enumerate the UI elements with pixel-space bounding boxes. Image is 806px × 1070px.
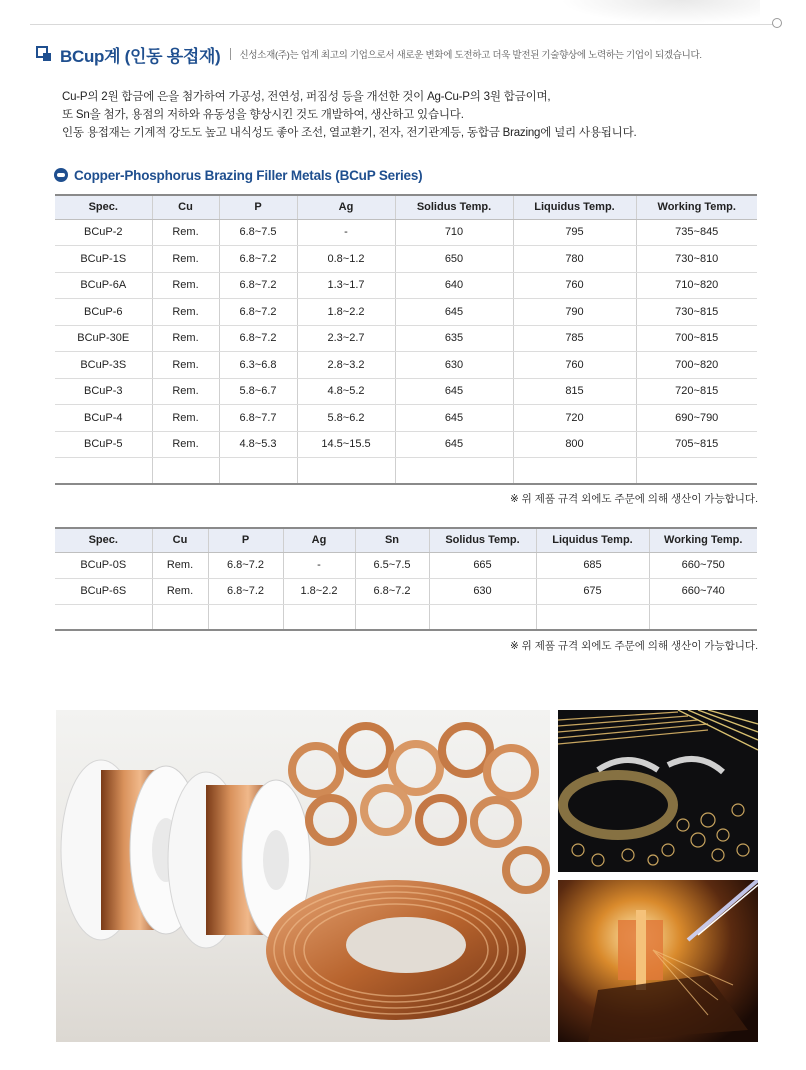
table-cell: 650	[395, 246, 513, 273]
table-cell: BCuP-1S	[55, 246, 152, 273]
table-cell: 705~815	[636, 431, 757, 458]
circle-bullet-icon	[54, 168, 68, 182]
table-row	[55, 405, 757, 432]
table-cell: BCuP-3S	[55, 352, 152, 379]
table-cell: 685	[536, 552, 649, 578]
table-cell: Rem.	[152, 272, 219, 299]
table-cell: 6.5~7.5	[355, 552, 429, 578]
table-cell: Rem.	[152, 219, 219, 246]
table-cell: Rem.	[152, 405, 219, 432]
table-row	[55, 578, 757, 604]
top-decoration	[560, 0, 760, 24]
table-cell: 660~740	[649, 578, 757, 604]
table-cell	[636, 458, 757, 485]
table-cell: -	[297, 219, 395, 246]
column-header: P	[208, 528, 283, 552]
table-cell: BCuP-30E	[55, 325, 152, 352]
table-cell: BCuP-0S	[55, 552, 152, 578]
table-cell	[219, 458, 297, 485]
table-cell: BCuP-4	[55, 405, 152, 432]
table-cell: 5.8~6.2	[297, 405, 395, 432]
table-cell: 14.5~15.5	[297, 431, 395, 458]
table-cell: 700~820	[636, 352, 757, 379]
table-cell: Rem.	[152, 431, 219, 458]
intro-text	[62, 88, 762, 142]
copper-wire-illustration	[56, 710, 550, 1042]
table-row	[55, 325, 757, 352]
table-cell: 785	[513, 325, 636, 352]
column-header: Liquidus Temp.	[513, 195, 636, 219]
torch-brazing-photo	[558, 880, 758, 1042]
table-cell: 645	[395, 299, 513, 326]
table-cell	[55, 458, 152, 485]
table-cell	[208, 604, 283, 630]
table-cell: 6.8~7.2	[208, 578, 283, 604]
table-cell: 710~820	[636, 272, 757, 299]
table-cell: 1.8~2.2	[297, 299, 395, 326]
table-cell: Rem.	[152, 578, 208, 604]
table-cell: -	[283, 552, 355, 578]
table-cell: 730~810	[636, 246, 757, 273]
column-header: Spec.	[55, 528, 152, 552]
table-header-row	[55, 528, 757, 552]
table-row	[55, 552, 757, 578]
table-cell: 6.8~7.2	[355, 578, 429, 604]
column-header: P	[219, 195, 297, 219]
table-cell: Rem.	[152, 246, 219, 273]
table-cell: 6.8~7.2	[219, 246, 297, 273]
empty-row	[55, 604, 757, 630]
bcup-spec-table	[55, 194, 757, 485]
table-note: ※ 위 제품 규격 외에도 주문에 의해 생산이 가능합니다.	[509, 640, 758, 652]
column-header: Ag	[297, 195, 395, 219]
table-cell: 720~815	[636, 378, 757, 405]
table-cell: 640	[395, 272, 513, 299]
intro-line: 인동 용접재는 기계적 강도도 높고 내식성도 좋아 조선, 열교환기, 전자, 전기관계등, 동합금 Brazing에 널리 사용됩니다.	[62, 127, 637, 139]
table-cell	[649, 604, 757, 630]
table-cell	[355, 604, 429, 630]
table-cell: 6.8~7.2	[219, 325, 297, 352]
table-row	[55, 299, 757, 326]
circle-icon	[772, 18, 782, 28]
table-cell: 760	[513, 352, 636, 379]
column-header: Working Temp.	[636, 195, 757, 219]
table-cell: 630	[395, 352, 513, 379]
table-cell: 675	[536, 578, 649, 604]
table-cell: BCuP-3	[55, 378, 152, 405]
column-header: Liquidus Temp.	[536, 528, 649, 552]
column-header: Cu	[152, 528, 208, 552]
table-row	[55, 431, 757, 458]
table-cell: 730~815	[636, 299, 757, 326]
table-cell: 6.8~7.2	[219, 299, 297, 326]
table-cell: 690~790	[636, 405, 757, 432]
torch-flame-illustration	[558, 880, 758, 1042]
table-cell: 1.3~1.7	[297, 272, 395, 299]
table-cell: 800	[513, 431, 636, 458]
column-header: Solidus Temp.	[395, 195, 513, 219]
section-heading	[54, 165, 422, 185]
table-cell: Rem.	[152, 378, 219, 405]
table-row	[55, 246, 757, 273]
column-header: Sn	[355, 528, 429, 552]
column-header: Ag	[283, 528, 355, 552]
table-cell	[152, 604, 208, 630]
table-cell: 5.8~6.7	[219, 378, 297, 405]
column-header: Cu	[152, 195, 219, 219]
square-bullet-icon	[36, 46, 52, 62]
table-cell: Rem.	[152, 352, 219, 379]
table-cell	[395, 458, 513, 485]
table-note: ※ 위 제품 규격 외에도 주문에 의해 생산이 가능합니다.	[509, 493, 758, 505]
bcup-sn-spec-table	[55, 527, 757, 631]
table-cell: 645	[395, 405, 513, 432]
empty-row	[55, 458, 757, 485]
table-cell: 4.8~5.3	[219, 431, 297, 458]
table-cell: BCuP-2	[55, 219, 152, 246]
intro-line: 또 Sn을 첨가, 용점의 저하와 유동성을 향상시킨 것도 개발하여, 생산하고 있습니다.	[62, 109, 464, 121]
table-cell: 6.3~6.8	[219, 352, 297, 379]
table-cell: 720	[513, 405, 636, 432]
table-cell: 815	[513, 378, 636, 405]
table-cell: 645	[395, 431, 513, 458]
table-row	[55, 352, 757, 379]
table-header-row	[55, 195, 757, 219]
header-separator	[230, 48, 231, 60]
page-header	[36, 42, 702, 66]
table-cell: Rem.	[152, 299, 219, 326]
table-cell: 0.8~1.2	[297, 246, 395, 273]
table-cell: BCuP-6S	[55, 578, 152, 604]
table-cell: BCuP-6A	[55, 272, 152, 299]
table-cell: 1.8~2.2	[283, 578, 355, 604]
table-cell: Rem.	[152, 552, 208, 578]
table-cell: BCuP-6	[55, 299, 152, 326]
table-row	[55, 219, 757, 246]
table-cell: 6.8~7.2	[219, 272, 297, 299]
table-cell	[536, 604, 649, 630]
header-subtitle: 신성소재(주)는 업계 최고의 기업으로서 새로운 변화에 도전하고 더욱 발전된 기술향상에 노력하는 기업이 되겠습니다.	[239, 50, 702, 61]
copper-wire-photo	[56, 710, 550, 1042]
table-cell: 645	[395, 378, 513, 405]
table-cell	[152, 458, 219, 485]
page-title: BCup계 (인동 용접재)	[60, 46, 221, 66]
section-title: Copper-Phosphorus Brazing Filler Metals (BCuP Series)	[74, 167, 423, 183]
table-cell	[283, 604, 355, 630]
table-cell	[55, 604, 152, 630]
table-cell: Rem.	[152, 325, 219, 352]
column-header: Working Temp.	[649, 528, 757, 552]
table-cell	[297, 458, 395, 485]
table-cell	[429, 604, 536, 630]
top-divider	[30, 24, 776, 25]
table-cell: 2.3~2.7	[297, 325, 395, 352]
table-cell: BCuP-5	[55, 431, 152, 458]
table-cell: 660~750	[649, 552, 757, 578]
table-cell: 665	[429, 552, 536, 578]
table-cell	[513, 458, 636, 485]
table-cell: 700~815	[636, 325, 757, 352]
table-cell: 6.8~7.2	[208, 552, 283, 578]
table-cell: 780	[513, 246, 636, 273]
table-cell: 790	[513, 299, 636, 326]
table-cell: 795	[513, 219, 636, 246]
table-cell: 735~845	[636, 219, 757, 246]
table-cell: 635	[395, 325, 513, 352]
table-row	[55, 272, 757, 299]
table-row	[55, 378, 757, 405]
table-cell: 4.8~5.2	[297, 378, 395, 405]
table-cell: 6.8~7.7	[219, 405, 297, 432]
table-cell: 710	[395, 219, 513, 246]
brazing-products-photo	[558, 710, 758, 872]
intro-line: Cu-P의 2원 합금에 은을 첨가하여 가공성, 전연성, 퍼짐성 등을 개선한 것이 Ag-Cu-P의 3원 합금이며,	[62, 91, 551, 103]
table-cell: 630	[429, 578, 536, 604]
table-cell: 6.8~7.5	[219, 219, 297, 246]
column-header: Spec.	[55, 195, 152, 219]
brazing-rods-illustration	[558, 710, 758, 872]
column-header: Solidus Temp.	[429, 528, 536, 552]
table-cell: 760	[513, 272, 636, 299]
table-cell: 2.8~3.2	[297, 352, 395, 379]
